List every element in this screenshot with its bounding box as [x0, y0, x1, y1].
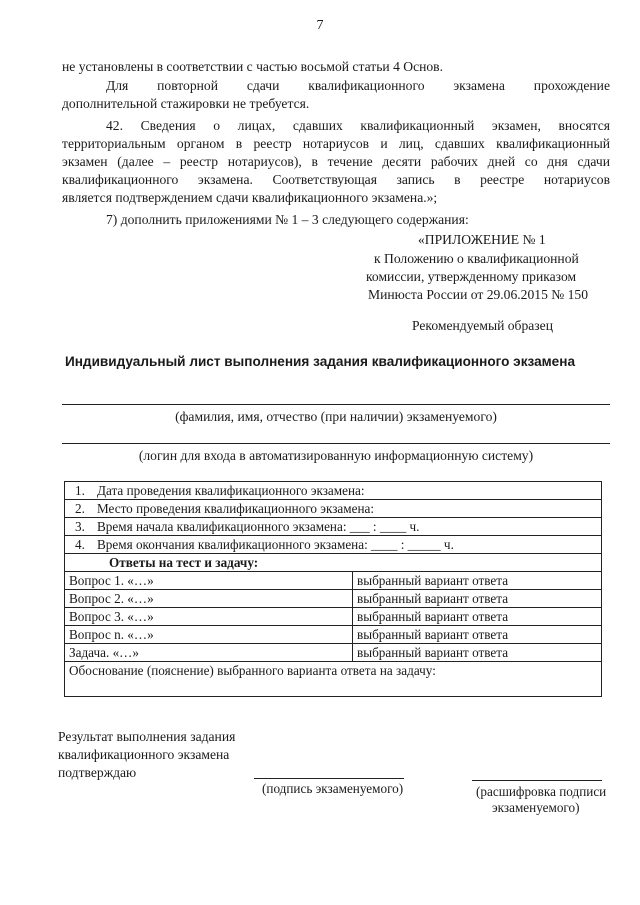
table-row — [65, 518, 602, 536]
result-line: квалификационного экзамена — [58, 747, 230, 762]
table-row — [65, 662, 602, 697]
answer-cell: выбранный вариант ответа — [353, 626, 602, 644]
paragraph-line: 42. Сведения о лицах, сдавших квалификационный экзамен, вносятся — [106, 118, 610, 133]
signature-line — [254, 778, 404, 779]
table-row — [65, 554, 602, 572]
question-cell: Вопрос 2. «…» — [65, 590, 353, 608]
table-row — [65, 644, 602, 662]
intro-line: не установлены в соответствии с частью восьмой статьи 4 Основ. — [62, 59, 444, 74]
info-cell: 2. Место проведения квалификационного экзамена: — [65, 500, 602, 518]
table-row — [65, 608, 602, 626]
login-caption: (логин для входа в автоматизированную информационную систему) — [138, 448, 534, 463]
intro-paragraph — [62, 58, 610, 76]
paragraph-42 — [62, 117, 610, 207]
info-cell: 3. Время начала квалификационного экзамена: ___ : ____ ч. — [65, 518, 602, 536]
name-line — [62, 404, 610, 405]
exam-form-table — [64, 481, 602, 697]
signature-caption: (подпись экзаменуемого) — [262, 781, 404, 796]
table-row — [65, 626, 602, 644]
table-row — [65, 590, 602, 608]
decoding-caption: (расшифровка подписи — [476, 784, 607, 799]
info-cell: 1. Дата проведения квалификационного экзамена: — [65, 482, 602, 500]
answers-header: Ответы на тест и задачу: — [65, 554, 602, 572]
question-cell: Вопрос 1. «…» — [65, 572, 353, 590]
paragraph-line: дополнительной стажировки не требуется. — [62, 96, 310, 111]
table-row — [65, 482, 602, 500]
page-number: 7 — [316, 18, 324, 33]
paragraph-line: Для повторной сдачи квалификационного экзамена прохождение — [106, 78, 610, 93]
appendix-line: к Положению о квалификационной — [374, 251, 579, 266]
question-cell: Задача. «…» — [65, 644, 353, 662]
answer-cell: выбранный вариант ответа — [353, 572, 602, 590]
appendix-line: Минюста России от 29.06.2015 № 150 — [368, 287, 589, 302]
table-row — [65, 572, 602, 590]
result-line: подтверждаю — [58, 765, 137, 780]
paragraph-repeat-exam — [62, 77, 610, 113]
decoding-line — [472, 780, 602, 781]
justification-cell: Обоснование (пояснение) выбранного варианта ответа на задачу: — [65, 662, 602, 697]
login-line — [62, 443, 610, 444]
paragraph-line: квалификационного экзамена. Соответствующая запись в реестре нотариусов — [62, 172, 610, 187]
question-cell: Вопрос n. «…» — [65, 626, 353, 644]
result-line: Результат выполнения задания — [58, 729, 236, 744]
form-title: Индивидуальный лист выполнения задания квалификационного экзамена — [64, 354, 576, 369]
appendix-title: «ПРИЛОЖЕНИЕ № 1 — [418, 232, 546, 247]
info-cell: 4. Время окончания квалификационного экзамена: ____ : _____ ч. — [65, 536, 602, 554]
answer-cell: выбранный вариант ответа — [353, 608, 602, 626]
sample-label: Рекомендуемый образец — [412, 318, 553, 333]
paragraph-line: экзамен (далее – реестр нотариусов), в течение десяти рабочих дней со дня сдачи — [62, 154, 610, 169]
answer-cell: выбранный вариант ответа — [353, 644, 602, 662]
paragraph-7: 7) дополнить приложениями № 1 – 3 следующего содержания: — [106, 212, 469, 227]
table-row — [65, 500, 602, 518]
appendix-line: комиссии, утвержденному приказом — [366, 269, 577, 284]
paragraph-line: территориальным органом в реестр нотариусов и лиц, сдавших квалификационный — [62, 136, 610, 151]
question-cell: Вопрос 3. «…» — [65, 608, 353, 626]
name-caption: (фамилия, имя, отчество (при наличии) экзаменуемого) — [175, 409, 497, 424]
paragraph-line: является подтверждением сдачи квалификационного экзамена.»; — [62, 190, 438, 205]
table-row — [65, 536, 602, 554]
answer-cell: выбранный вариант ответа — [353, 590, 602, 608]
decoding-caption: экзаменуемого) — [492, 800, 580, 815]
